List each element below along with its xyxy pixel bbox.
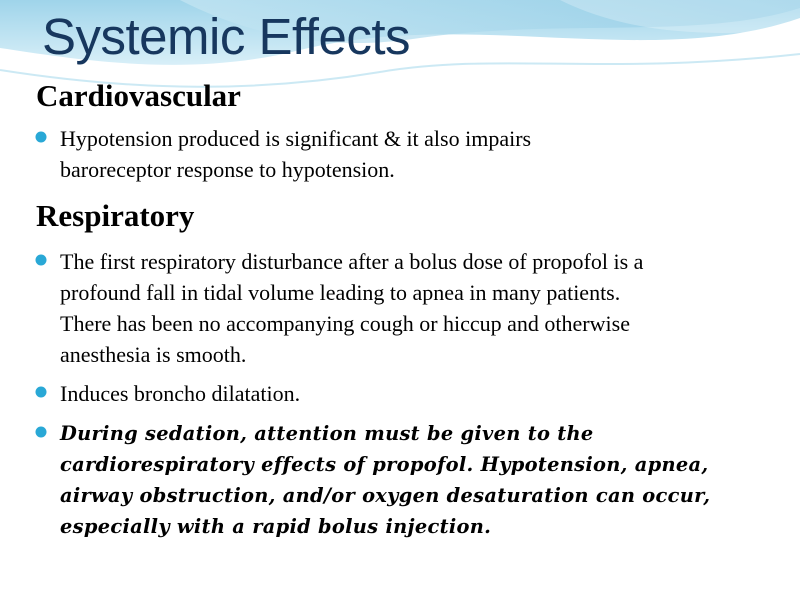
bullet-line: During sedation, attention must be given to the xyxy=(60,422,594,445)
bullet-line: especially with a rapid bolus injection. xyxy=(60,515,492,538)
bullet-text xyxy=(60,378,300,409)
bullet-dot-icon xyxy=(34,425,48,439)
bullet-dot-icon xyxy=(34,253,48,267)
bullet-cardio-hypotension xyxy=(34,123,531,185)
bullet-dot-icon xyxy=(34,130,48,144)
bullet-resp-bronchodilatation xyxy=(34,378,300,409)
bullet-line: There has been no accompanying cough or hiccup and otherwise xyxy=(60,311,630,336)
section-heading-respiratory: Respiratory xyxy=(36,198,195,233)
bullet-line: baroreceptor response to hypotension. xyxy=(60,157,395,182)
section-heading-cardiovascular: Cardiovascular xyxy=(36,78,241,113)
bullet-text xyxy=(60,123,531,185)
bullet-text xyxy=(60,418,710,542)
bullet-resp-sedation-warning xyxy=(34,418,710,542)
bullet-line: Induces broncho dilatation. xyxy=(60,381,301,406)
bullet-dot-icon xyxy=(34,385,48,399)
bullet-line: airway obstruction, and/or oxygen desaturation can occur, xyxy=(60,484,711,507)
bullet-line: The first respiratory disturbance after a bolus dose of propofol is a xyxy=(60,249,644,274)
bullet-line: Hypotension produced is significant & it also impairs xyxy=(60,126,532,151)
bullet-line: profound fall in tidal volume leading to apnea in many patients. xyxy=(60,280,621,305)
bullet-line: cardiorespiratory effects of propofol. Hypotension, apnea, xyxy=(60,453,709,476)
bullet-resp-tidal-volume xyxy=(34,246,643,370)
slide-title: Systemic Effects xyxy=(42,8,411,65)
bullet-line: anesthesia is smooth. xyxy=(60,342,247,367)
bullet-text xyxy=(60,246,643,370)
